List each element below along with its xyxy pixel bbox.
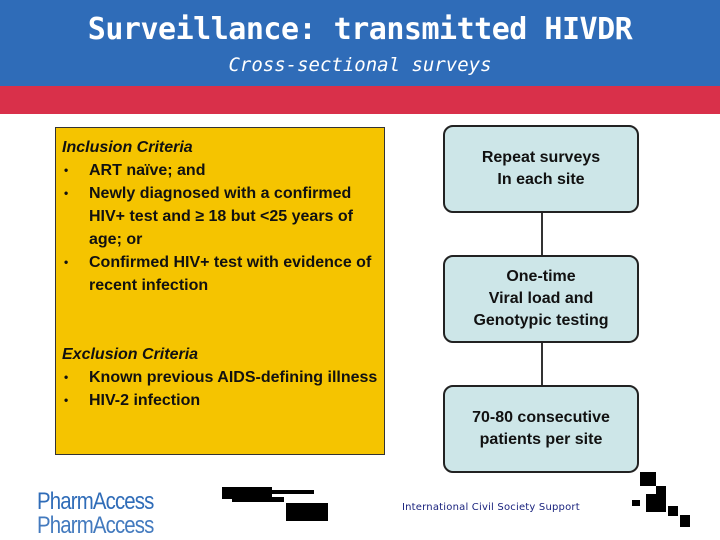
slide-title: Surveillance: transmitted HIVDR [87, 12, 633, 47]
exclusion-item: • Known previous AIDS-defining illness [62, 366, 384, 389]
flow-box-genotypic-testing: One-time Viral load and Genotypic testing [443, 255, 639, 343]
inclusion-item: • ART naïve; and [62, 159, 384, 182]
inclusion-item: • Newly diagnosed with a confirmed HIV+ test and ≥ 18 but <25 years of age; or [62, 182, 384, 251]
flow-box-repeat-surveys: Repeat surveys In each site [443, 125, 639, 213]
inclusion-item: • Confirmed HIV+ test with evidence of recent infection [62, 251, 384, 297]
accent-band [0, 86, 720, 114]
exclusion-heading: Exclusion Criteria [62, 346, 199, 363]
inclusion-heading: Inclusion Criteria [62, 139, 193, 156]
flow-connector [541, 341, 543, 387]
exclusion-item: • HIV-2 infection [62, 389, 384, 412]
footer-org-text: International Civil Society Support [402, 502, 580, 513]
flow-box-consecutive-patients: 70-80 consecutive patients per site [443, 385, 639, 473]
criteria-box [55, 127, 385, 455]
flow-connector [541, 211, 543, 257]
inclusion-list [62, 159, 384, 297]
pharmaccess-logo: PharmAccess PharmAccess [37, 488, 154, 539]
slide-subtitle: Cross-sectional surveys [228, 54, 492, 76]
exclusion-list [62, 366, 384, 412]
slide-header [0, 0, 720, 86]
